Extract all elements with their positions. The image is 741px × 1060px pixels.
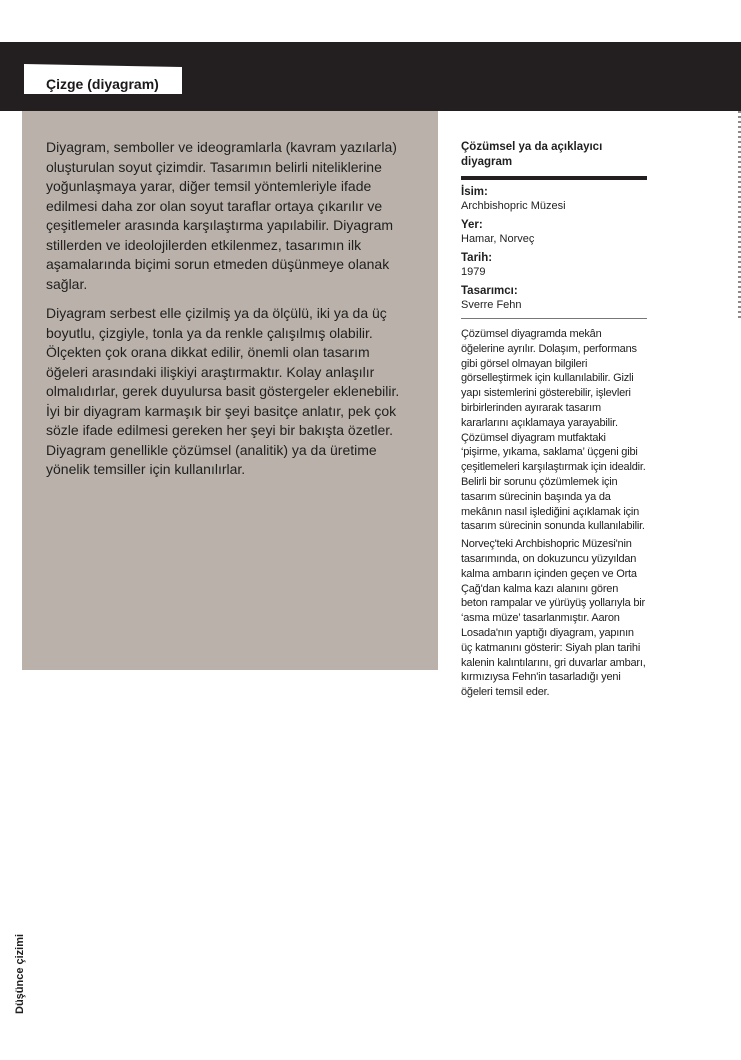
main-paragraph-2: Diyagram serbest elle çizilmiş ya da ölçülü, iki ya da üç boyutlu, çizgiyle, tonla ya da renkle çalışılmış olabilir. Ölçekten çok orana dikkat edilir, önemli olan tasarım öğeleri arasındaki ilişkiyi araştırmaktır. Kolay anlaşılır olmalıdırlar, gerek duyulursa basit göstergeler eklenebilir. İyi bir diyagram karmaşık bir şeyi basitçe anlatır, pek çok sözle ifade edilmesi gereken her şeyi bir bakışta özetler. Diyagram genellikle çözümsel (analitik) ya da üretime yönelik temsiller için kullanılırlar. [46, 305, 400, 477]
sidebar [461, 140, 647, 703]
meta-label-place: Yer: [461, 219, 483, 231]
meta-value-date: 1979 [461, 266, 486, 278]
sidebar-divider [461, 318, 647, 319]
main-body [46, 138, 414, 490]
sidebar-paragraph-2: Norveç'teki Archbishopric Müzesi'nin tasarımında, on dokuzuncu yüzyıldan kalma ambarın içinden geçen ve Orta Çağ'dan kalma kazı alanını gören beton rampalar ve yürüyüş yollarıyla bir ‘asma müze’ tasarlanmıştır. Aaron Losada'nın yaptığı diyagram, yapının üç katmanını gösterir: Siyah plan tarihi kalenin kalıntılarını, gri duvarlar ambarı, kırmızıysa Fehn'in tasarladığı yeni öğeleri temsil eder. [461, 538, 646, 699]
sidebar-paragraph-1: Çözümsel diyagramda mekân öğelerine ayrılır. Dolaşım, performans gibi görsel olmayan bilgileri görselleştirmek için kullanılabilir. Gizli yapı sistemlerini gösterebilir, işlevleri birbirlerinden ayırarak tasarım kararlarını açıklamaya yarayabilir. Çözümsel diyagram mutfaktaki ‘pişirme, yıkama, saklama’ üçgeni gibi çeşitlemeleri karşılaştırmak için idealdir. Belirli bir sorunu çözümlemek için tasarım sürecinin başında ya da mekânın nasıl işlediğini açıklamak için tasarım sürecinin sonunda kullanılabilir. [461, 328, 646, 533]
meta-value-designer: Sverre Fehn [461, 299, 522, 311]
meta-label-date: Tarih: [461, 252, 493, 264]
meta-value-place: Hamar, Norveç [461, 233, 535, 245]
sidebar-body [461, 327, 647, 700]
running-title: Düşünce çizimi [14, 933, 26, 1014]
main-paragraph-1: Diyagram, semboller ve ideogramlarla (kavram yazılarla) oluşturulan soyut çizimdir. Tasarımın belirli niteliklerine yoğunlaşmaya yarar, diğer temsil yöntemleriyle ifade edilmesi daha zor olan soyut taraflar ortaya çıkarılır ve çeşitlemeler arasında karşılaştırma yapılabilir. Diyagram stillerden ve ideolojilerden etkilenmez, tasarımın ilk aşamalarında biçimi sorun etmeden düşünmeye olanak sağlar. [46, 139, 397, 292]
sidebar-title: Çözümsel ya da açıklayıcı diyagram [461, 140, 647, 180]
meta-label-designer: Tasarımcı: [461, 285, 518, 297]
meta-value-name: Archbishopric Müzesi [461, 200, 566, 212]
meta-label-name: İsim: [461, 186, 488, 198]
section-tag-label: Çizge (diyagram) [46, 76, 159, 92]
